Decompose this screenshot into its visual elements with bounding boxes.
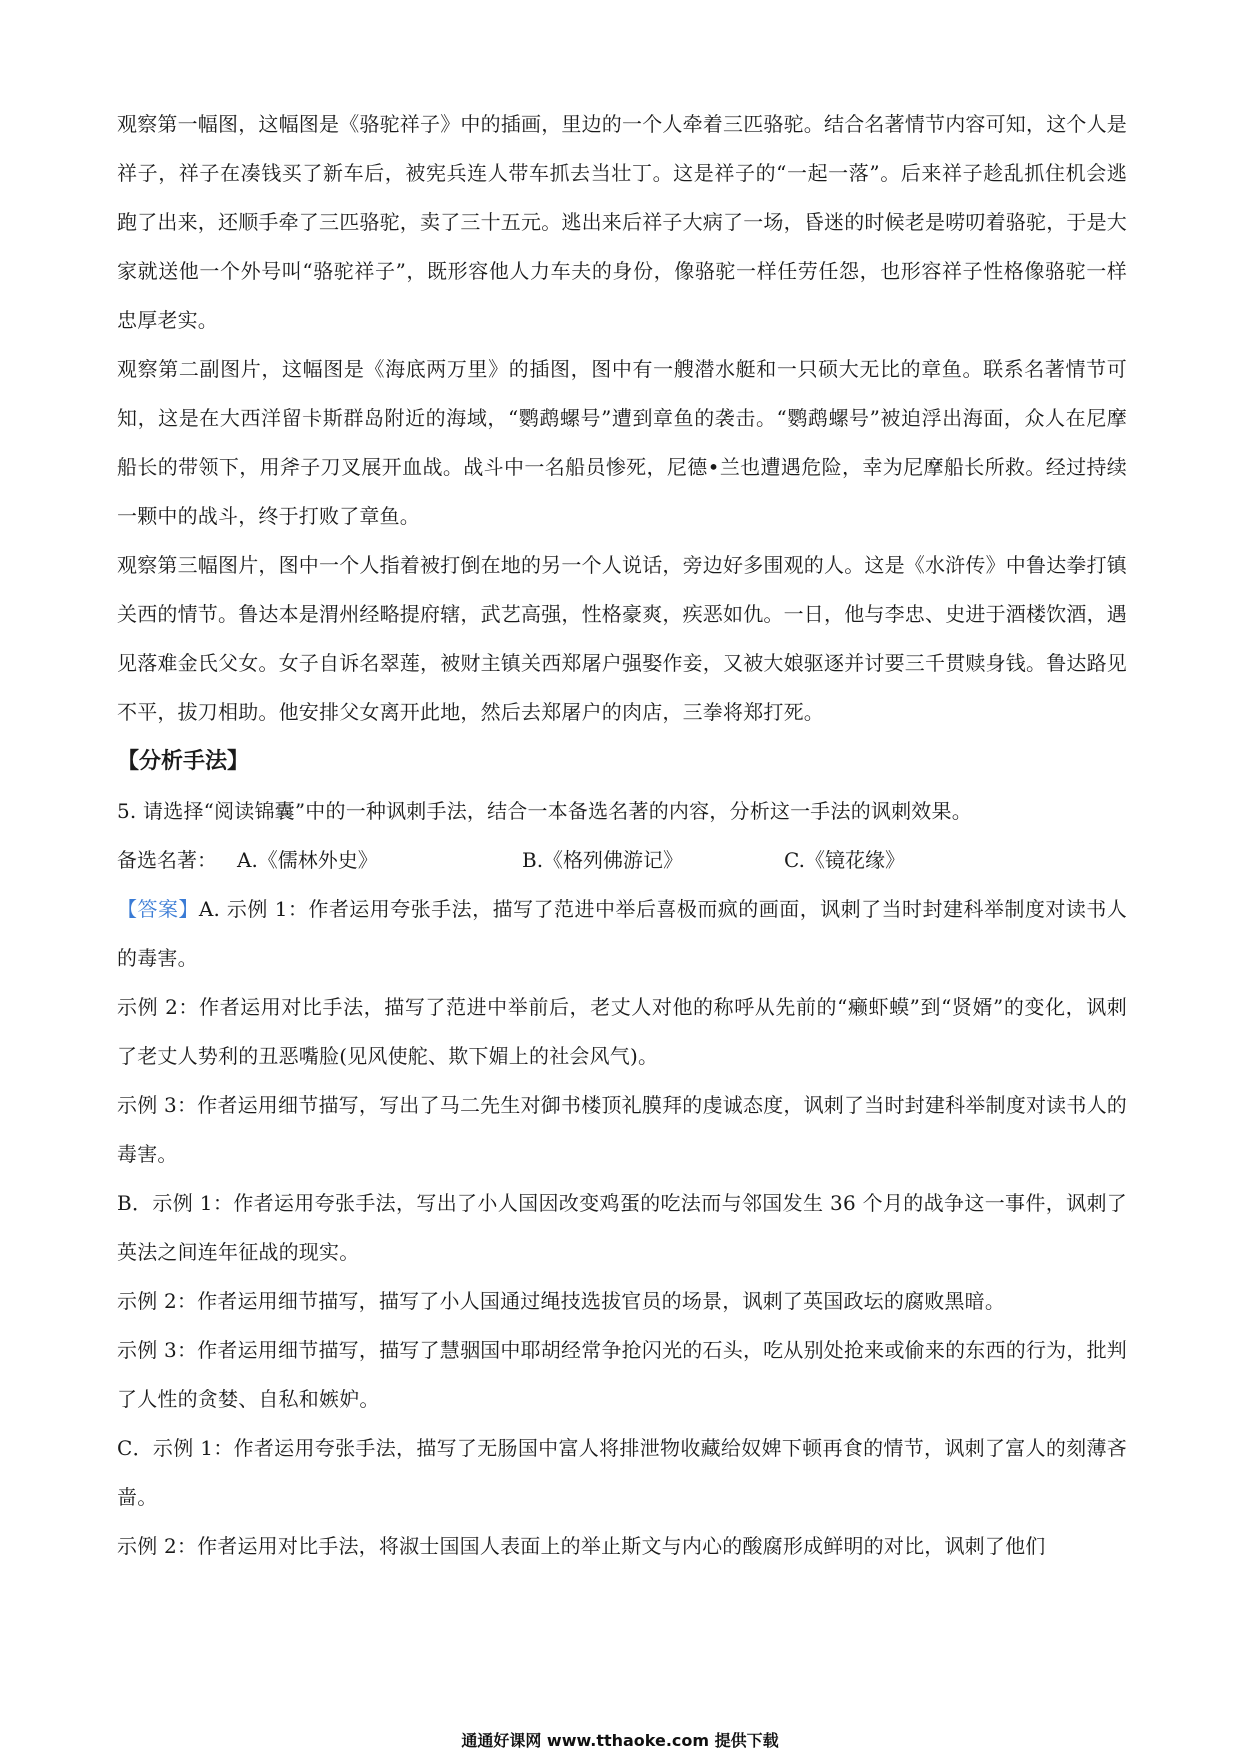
paragraph-water-margin: 观察第三幅图片，图中一个人指着被打倒在地的另一个人说话，旁边好多围观的人。这是《水浒传》中鲁达拳打镇关西的情节。鲁达本是渭州经略提府辖，武艺高强，性格豪爽，疾恶如仇。一日，他与李忠、史进于酒楼饮酒，遇见落难金氏父女。女子自诉名翠莲，被财主镇关西郑屠户强娶作妾，又被大娘驱逐并讨要三千贯赎身钱。鲁达路见不平，拔刀相助。他安排父女离开此地，然后去郑屠户的肉店，三拳将郑打死。 [117, 553, 1127, 724]
option-b: B.《格列佛游记》 [522, 848, 684, 872]
answer-a-example-1-text: A. 示例 1：作者运用夸张手法，描写了范进中举后喜极而疯的画面，讽刺了当时封建科举制度对读书人的毒害。 [117, 897, 1127, 970]
paragraph-camel-xiangzi: 观察第一幅图，这幅图是《骆驼祥子》中的插画，里边的一个人牵着三匹骆驼。结合名著情节内容可知，这个人是祥子，祥子在凑钱买了新车后，被宪兵连人带车抓去当壮丁。这是祥子的“一起一落”。后来祥子趁乱抓住机会逃跑了出来，还顺手牵了三匹骆驼，卖了三十五元。逃出来后祥子大病了一场，昏迷的时候老是唠叨着骆驼，于是大家就送他一个外号叫“骆驼祥子”，既形容他人力车夫的身份，像骆驼一样任劳任怨，也形容祥子性格像骆驼一样忠厚老实。 [117, 112, 1127, 332]
answer-b-example-1: B．示例 1：作者运用夸张手法，写出了小人国因改变鸡蛋的吃法而与邻国发生 36 个月的战争这一事件，讽刺了英法之间连年征战的现实。 [117, 1191, 1127, 1264]
paragraph-twenty-thousand-leagues: 观察第二副图片，这幅图是《海底两万里》的插图，图中有一艘潜水艇和一只硕大无比的章鱼。联系名著情节可知，这是在大西洋留卡斯群岛附近的海域，“鹦鹉螺号”遭到章鱼的袭击。“鹦鹉螺号”被迫浮出海面，众人在尼摩船长的带领下，用斧子刀叉展开血战。战斗中一名船员惨死，尼德•兰也遭遇危险，幸为尼摩船长所救。经过持续一颗中的战斗，终于打败了章鱼。 [117, 357, 1127, 528]
answer-a-example-3: 示例 3：作者运用细节描写，写出了马二先生对御书楼顶礼膜拜的虔诚态度，讽刺了当时封建科举制度对读书人的毒害。 [117, 1093, 1127, 1166]
options-label: 备选名著： [117, 848, 217, 872]
question-5: 5. 请选择“阅读锦囊”中的一种讽刺手法，结合一本备选名著的内容，分析这一手法的讽刺效果。 [117, 799, 972, 823]
answer-c-example-2: 示例 2：作者运用对比手法，将淑士国国人表面上的举止斯文与内心的酸腐形成鲜明的对比，讽刺了他们 [117, 1534, 1046, 1558]
option-a: A.《儒林外史》 [237, 848, 378, 872]
answer-a-example-1 [117, 885, 1127, 983]
document-body [117, 100, 1127, 1571]
book-options [117, 836, 1127, 885]
section-heading: 【分析手法】 [117, 749, 250, 774]
page-footer: 通通好课网 www.tthaoke.com 提供下载 [461, 1731, 779, 1750]
answer-b-example-3: 示例 3：作者运用细节描写，描写了慧骃国中耶胡经常争抢闪光的石头，吃从别处抢来或偷来的东西的行为，批判了人性的贪婪、自私和嫉妒。 [117, 1338, 1127, 1411]
answer-c-example-1: C．示例 1：作者运用夸张手法，描写了无肠国中富人将排泄物收藏给奴婢下顿再食的情节，讽刺了富人的刻薄吝啬。 [117, 1436, 1127, 1509]
answer-a-example-2: 示例 2：作者运用对比手法，描写了范进中举前后，老丈人对他的称呼从先前的“癞虾蟆”到“贤婿”的变化，讽刺了老丈人势利的丑恶嘴脸(见风使舵、欺下媚上的社会风气)。 [117, 995, 1127, 1068]
answer-b-example-2: 示例 2：作者运用细节描写，描写了小人国通过绳技选拔官员的场景，讽刺了英国政坛的腐败黑暗。 [117, 1289, 1006, 1313]
answer-tag: 【答案】 [117, 897, 199, 921]
option-c: C.《镜花缘》 [784, 848, 905, 872]
